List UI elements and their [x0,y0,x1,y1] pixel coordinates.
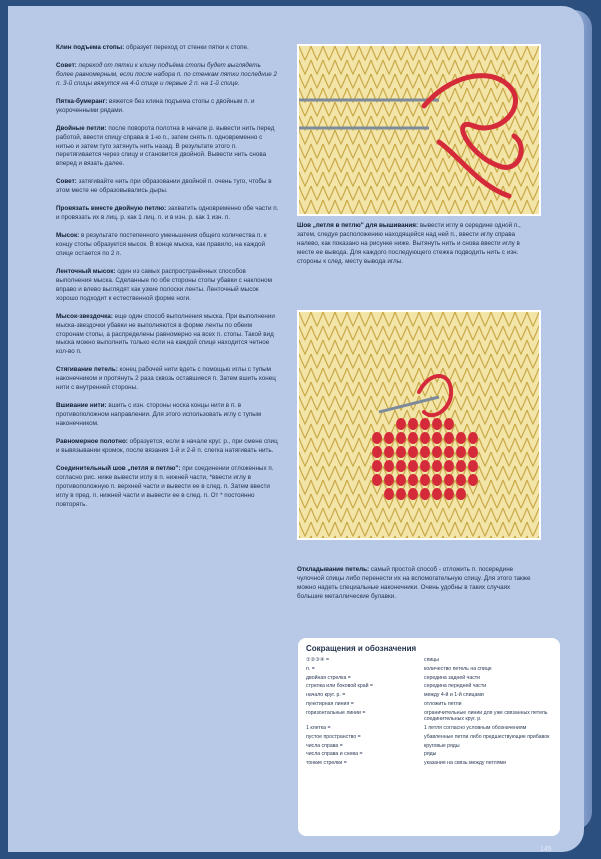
abbreviation-value: указание на связь между петлями [424,760,506,766]
abbreviation-key: пустое пространство = [306,733,361,740]
embroidered-stitch [468,432,478,444]
embroidered-stitch [384,446,394,458]
caption-text: вывести иглу в середине одной п., затем, следуя расположению находящейся над ней п., ввести иглу справа налево, как показано на рисунке ниже. Вытянуть нить и снова ввести иглу в месте ее вывода. Для каждого последующего стежка подводить нить с изн. стороны к след. месту вывода иглы. [297,222,521,265]
embroidered-stitch [420,418,430,430]
embroidered-stitch [408,418,418,430]
embroidered-stitch [444,488,454,500]
caption-term: Откладывание петель: [297,566,370,573]
embroidered-stitch [396,460,406,472]
abbreviation-value: убавленные петли либо предшествующие прибавок [424,733,550,740]
paragraph-text: захватить одновременно обе части п. и провязать их в лиц. р. как 1 лиц. п. и в изн. р. как 1 изн. п. [56,205,279,222]
paragraph-text: конец рабочей нити вдеть с помощью иглы с тупым наконечником и протянуть 2 раза сквозь оставшиеся п. Затем вшить конец нити с внутренней стороны. [56,366,276,392]
embroidered-stitch [432,460,442,472]
abbreviations-title: Сокращения и обозначения [306,644,417,653]
paragraph-text: еще один способ выполнения мыска. При выполнении мыска-звездочки убавки не выполняются в форме ленты по обеим сторонам стопы, а распределены равномерно на всех п. стопы. Такой вид мыска можно выполнить только если на каждой спице находится четное кол-во п. [56,312,275,356]
embroidered-stitch [396,446,406,458]
left-text-column [56,44,280,519]
embroidered-stitch [396,474,406,486]
caption-loop-seam [297,222,537,267]
paragraph-term: Пятка-бумеранг: [56,97,108,105]
paragraph [56,178,280,196]
paragraph [56,205,280,223]
abbreviation-row [306,701,552,708]
paragraph-text: один из самых распространённых способов выполнения мыска. Сделанные по обе стороны стопы убавки с наклоном вправо и влево выглядят как узкие полоски ленты. Ленточный мысок хорошо подходит к естественной форме ноги. [56,267,272,302]
abbreviation-row [306,657,552,664]
paragraph [56,366,280,393]
embroidered-stitch [408,432,418,444]
abbreviation-key: числа справа = [306,742,343,749]
embroidered-stitch [372,446,382,458]
abbreviation-value: между 4-й и 1-й спицами [424,692,484,698]
abbreviation-value: середина передней части [424,683,487,690]
embroidered-stitch [384,432,394,444]
abbreviation-row [306,734,552,741]
caption-holding-stitches [297,566,537,602]
paragraph [56,125,280,170]
embroidered-stitch [468,460,478,472]
embroidered-stitch [408,446,418,458]
embroidered-stitch [384,460,394,472]
paragraph-term: Двойные петли: [56,124,107,132]
embroidered-stitch [456,432,466,444]
embroidered-stitch [420,460,430,472]
embroidered-stitch [396,488,406,500]
paragraph-term: Мысок: [56,232,80,240]
paragraph [56,98,280,116]
embroidered-stitch [408,474,418,486]
abbreviation-row [306,666,552,673]
embroidered-stitch [432,432,442,444]
caption-term: Шов „петля в петлю" для вышивания: [297,222,419,229]
embroidered-stitch [420,488,430,500]
paragraph-term: Мысок-звездочка: [56,312,113,320]
abbreviation-value: количество петель на спице [424,665,492,672]
abbreviation-key: ①②③④ = [306,657,330,663]
paragraph-term: Клин подъема стопы: [56,44,125,51]
paragraph [56,44,280,53]
paragraph-term: Вшивание нити: [56,402,107,410]
embroidered-stitch [408,460,418,472]
abbreviation-row [306,743,552,750]
abbreviation-value: спицы [424,657,440,663]
abbreviation-row [306,710,552,724]
embroidered-stitch [456,446,466,458]
embroidered-stitch [432,418,442,430]
paragraph-term: Ленточный мысок: [56,267,116,275]
paragraph-term: Равномерное полотно: [56,437,128,445]
abbreviation-value: круговые ряды [424,742,460,749]
abbreviation-key: начало круг. р. = [306,692,346,698]
paragraph-term: Совет: [56,61,77,69]
abbreviation-key: стрелка или боковой край = [306,683,373,690]
abbreviation-row [306,692,552,699]
embroidered-stitch [456,488,466,500]
abbreviation-row [306,675,552,682]
abbreviation-value: 1 петля согласно условным обозначениям [424,725,527,731]
embroidered-stitch [396,418,406,430]
abbreviation-row [306,725,552,732]
embroidered-stitch [372,460,382,472]
paragraph-text: после поворота полотна в начале р. вывести нить перед работой, ввести спицу справа в 1-ю п., затем снять п. одновременно с нитью и затем туго затянуть нить назад. В результате этого п. перетягивается через спицу и становится двойной. Вывести нить снова вперед и вязать далее. [56,124,275,168]
abbreviation-key: пунктирная линия = [306,700,354,707]
paragraph-text: образуется, если в начале круг. р., при смене спиц и вывязывании кромок, после вязания 1-й и 2-й п. слегка натягивать нить. [56,437,278,454]
embroidered-stitch [384,474,394,486]
page-number: 145 [540,846,552,853]
abbreviation-key: двойная стрелка = [306,674,351,681]
embroidered-stitch [444,418,454,430]
paragraph-text: переход от пятки к клину подъёма стопы будет выглядеть более равномерным, если после набора п. по стенкам пятки последние 2 п. 3-й спицы вяжутся на 4-й спице и первые 2 п. на 1-й спице. [56,61,277,87]
paragraph [56,313,280,358]
illustration-loop-seam [297,44,541,216]
paragraph [56,268,280,304]
abbreviation-row [306,683,552,690]
abbreviations-list [306,657,552,767]
embroidered-stitch [420,446,430,458]
paragraph-text: при соединении отложенных п. согласно рис. ниже вывести иглу в п. нижней части, *ввести иглу в противоположную п. верхней части и вывести ее в след. п. Затем ввести иглу в пред. п. нижней части и вывести ее в след. п. От * постоянно повторять. [56,464,274,508]
embroidered-stitch [432,446,442,458]
paragraph-term: Стягивание петель: [56,366,118,374]
embroidered-stitch [408,488,418,500]
paragraph [56,232,280,259]
paragraph-text: в результате постепенного уменьшения общего количества п. к концу стопы образуется мысок. В конце мыска, как правило, на каждой спице остается по 2 п. [56,232,267,257]
paragraph-term: Провязать вместе двойную петлю: [56,205,167,213]
embroidered-stitch [456,460,466,472]
abbreviations-box [298,638,560,836]
embroidered-stitch [444,432,454,444]
embroidered-stitch [468,446,478,458]
abbreviation-key: п. = [306,665,315,672]
paragraph-text: вшить с изн. стороны носка концы нити в п. в противоположном направлении. Для этого использовать иглу с тупым наконечником. [56,402,262,427]
abbreviation-value: ряды [424,751,437,758]
embroidered-stitch [372,474,382,486]
caption-text: самый простой способ - отложить п. посередине чулочной спицы либо перенести их на вспомогательную спицу. Для этого также можно надеть специальные наконечники. Очень удобны в таких случаях большие металлические булавки. [297,566,531,600]
paragraph-text: затягивайте нить при образовании двойной п. очень туго, чтобы в этом месте не образовывались дыры. [56,178,272,195]
embroidered-stitch [420,474,430,486]
paragraph-text: образует переход от стенки пятки к стопе. [124,44,249,51]
embroidered-stitch [384,488,394,500]
embroidered-stitch [432,474,442,486]
abbreviation-key: 1 клетка = [306,725,331,731]
paragraph [56,465,280,510]
paragraph [56,62,280,89]
paragraph [56,402,280,429]
embroidered-stitch [420,432,430,444]
abbreviation-value: середина задней части [424,674,481,681]
embroidered-stitch [468,474,478,486]
paragraph-term: Совет: [56,178,77,186]
paragraph [56,438,280,456]
embroidered-stitch [444,460,454,472]
abbreviation-row [306,751,552,758]
paragraph-text: вяжется без клина подъема стопы с двойным п. и укороченными рядами. [56,97,255,114]
abbreviation-row [306,760,552,767]
embroidered-stitch [444,446,454,458]
embroidered-stitch [372,432,382,444]
abbreviation-key: тонкие стрелки = [306,760,347,766]
abbreviation-value: ограничительные линии для уже связанных петель соединительных круг. р. [424,709,548,723]
embroidered-stitch [432,488,442,500]
embroidered-stitch [444,474,454,486]
embroidered-stitch [456,474,466,486]
abbreviation-key: горизонтальные линии = [306,709,366,716]
abbreviation-key: числа справа и снева = [306,751,363,758]
abbreviation-value: отложить петли [424,700,462,707]
embroidered-stitch [396,432,406,444]
paragraph-term: Соединительный шов „петля в петлю": [56,464,181,472]
illustration-embroidery [297,310,541,540]
